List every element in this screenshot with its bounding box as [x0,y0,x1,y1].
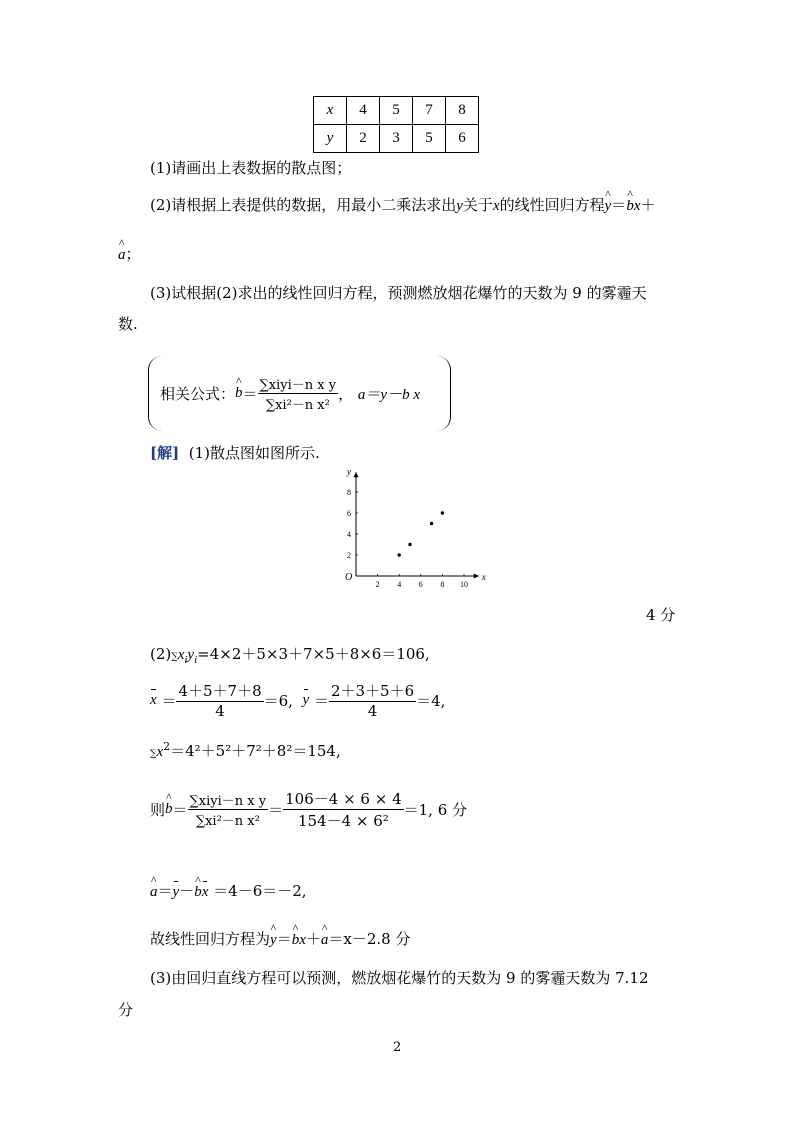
table-cell: 5 [413,125,446,153]
formula: 相关公式： ^ b ＝ $\frac{\text{∑xiyi－n x y}}{\text{∑xi²－n x²}}$ ， a＝y－b x [160,356,420,431]
question-2-text-c: 的线性回归方程 [499,196,605,214]
table-cell: 7 [413,97,446,125]
ybar-fraction: $\frac{2+3+5+6}{4}$ [330,682,415,720]
formula-b-fraction: $\frac{\text{∑xiyi－n x y}}{\text{∑xi²－n x²}}$ [259,378,337,413]
question-2: (2)请根据上表提供的数据，用最小二乘法求出y关于x的线性回归方程^ y＝^ bx＋ [150,194,656,215]
data-table [313,96,479,153]
scatter-point [408,543,411,546]
table-cell: 4 [347,97,380,125]
b-fraction-2: $\frac{106-4 \times 6 \times 4}{\text{154－4 × 6²}}$ [285,790,402,830]
solution-line-5: ^ a＝y－^ bx ＝4－6＝－2, [150,880,307,901]
y-axis-label: y [347,468,351,477]
origin-label: O [345,572,353,583]
formula-label: 相关公式： [160,385,236,403]
xbar-fraction: $\frac{4+5+7+8}{4}$ [178,682,262,720]
page-number: 2 [393,1040,402,1055]
solution-line-1: $(2)\sum x_iy_i=4\times 2+5\times 3+7\times 5+8\times 6=106$, [150,645,430,666]
solution-line-6: 故线性回归方程为^ y＝^ bx＋^ a＝x－2.8 分 [150,928,410,949]
question-1: (1)请画出上表数据的散点图； [150,159,352,177]
question-3: (3)试根据(2)求出的线性回归方程，预测燃放烟花爆竹的天数为 9 的雾霾天 [150,284,647,302]
table-row-x [314,97,479,125]
x-axis-label: x [481,572,486,582]
solution-tag: [解] [150,444,180,462]
solution-part-1 [150,442,320,463]
x-tick-label: 6 [418,580,423,589]
scatter-chart [336,468,486,590]
table-cell: 8 [446,97,479,125]
question-3-cont: 数. [118,315,138,333]
question-2-text-a: (2)请根据上表提供的数据，用最小二乘法求出 [150,196,457,214]
y-tick-label: 6 [347,509,351,518]
x-tick-label: 8 [440,580,445,589]
table-cell: 3 [380,125,413,153]
solution-1-text: (1)散点图如图所示. [188,444,320,462]
scatter-point [398,553,401,556]
table-header-x: x [314,97,347,125]
scatter-point [430,522,433,525]
table-header-y: y [314,125,347,153]
x-tick-label: 4 [397,580,402,589]
x-tick-label: 2 [375,580,380,589]
scatter-point [441,511,444,514]
y-tick-label: 2 [347,551,351,560]
table-cell: 6 [446,125,479,153]
b-fraction-1: $\frac{\text{∑xiyi－n x y}}{\text{∑xi²－n x²}}$ [189,794,267,829]
y-axis-arrow [354,472,359,477]
y-tick-label: 4 [347,530,351,539]
question-2-cont: ^ a； [118,243,141,264]
right-paren [436,356,451,431]
x-tick-label: 10 [460,580,468,589]
y-tick-label: 8 [347,488,351,497]
table-row-y [314,125,479,153]
solution-line-7-cont: 分 [118,1001,134,1019]
formula-a: a＝y－b x [357,387,420,403]
score-1: 4 分 [646,606,676,624]
table-cell: 2 [347,125,380,153]
solution-line-3: $\sum x^2=4^2+5^2+7^2+8^2=154$, [150,740,341,760]
solution-line-4: 则 ^ b ＝ $\frac{\text{∑xiyi－n x y}}{\text{∑xi²－n x²}}$ ＝ $\frac{106-4 \times 6 \times 4}{\text{154－4 × 6²}}$ ＝1, 6 分 [150,788,467,831]
x-axis-arrow [474,574,479,579]
solution-line-7: (3)由回归直线方程可以预测，燃放烟花爆竹的天数为 9 的雾霾天数为 7.12 [150,969,649,987]
question-2-text-b: 关于 [462,196,493,214]
solution-line-2: x ＝ $\frac{4+5+7+8}{4}$ ＝6, y ＝ $\frac{2+3+5+6}{4}$ ＝4, [150,682,446,720]
table-cell: 5 [380,97,413,125]
